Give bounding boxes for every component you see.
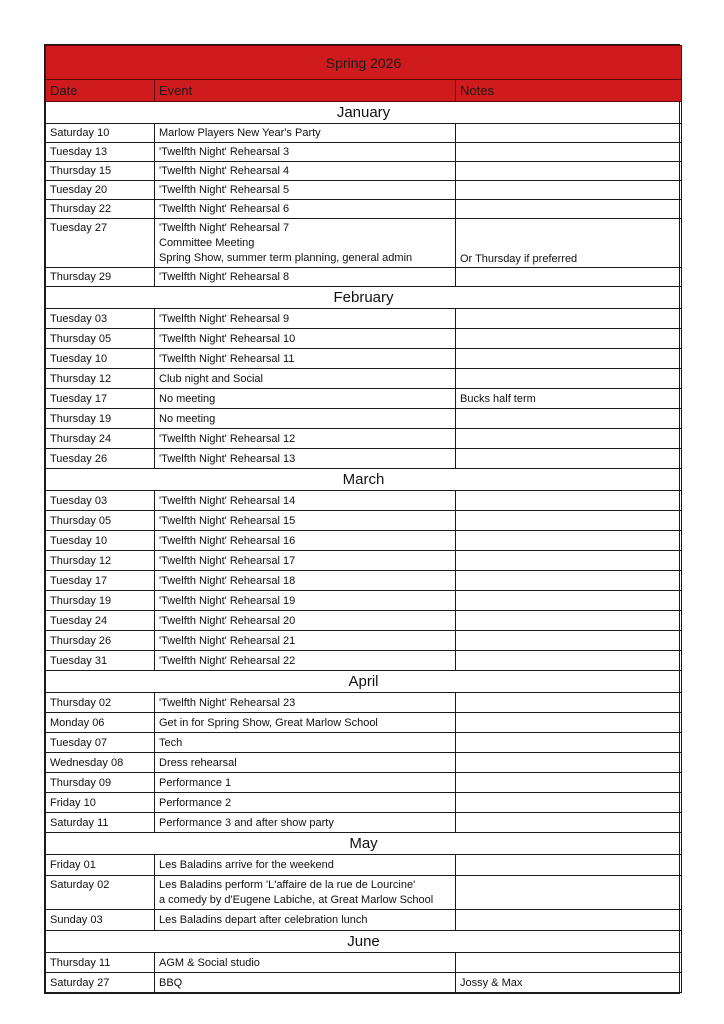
month-label: March (46, 469, 682, 491)
table-row (46, 511, 682, 531)
notes-cell (456, 693, 682, 713)
date-cell: Thursday 29 (46, 268, 155, 287)
event-cell: 'Twelfth Night' Rehearsal 11 (155, 349, 456, 369)
table-row (46, 491, 682, 511)
date-cell: Monday 06 (46, 713, 155, 733)
date-cell: Thursday 19 (46, 409, 155, 429)
month-header-march (46, 469, 682, 491)
notes-cell (456, 611, 682, 631)
date-cell: Thursday 15 (46, 162, 155, 181)
date-cell: Thursday 12 (46, 369, 155, 389)
event-cell: 'Twelfth Night' Rehearsal 21 (155, 631, 456, 651)
event-cell: Dress rehearsal (155, 753, 456, 773)
table-row (46, 773, 682, 793)
notes-cell (456, 713, 682, 733)
date-cell: Tuesday 27 (46, 219, 155, 268)
date-cell: Tuesday 03 (46, 491, 155, 511)
date-cell: Tuesday 17 (46, 571, 155, 591)
notes-cell (456, 200, 682, 219)
month-label: February (46, 287, 682, 309)
table-row (46, 953, 682, 973)
event-cell: Performance 1 (155, 773, 456, 793)
date-cell: Friday 01 (46, 855, 155, 876)
date-cell: Thursday 12 (46, 551, 155, 571)
table-row (46, 631, 682, 651)
date-cell: Thursday 05 (46, 329, 155, 349)
table-row (46, 409, 682, 429)
event-line: Spring Show, summer term planning, general admin (159, 252, 413, 264)
table-row (46, 124, 682, 143)
event-cell: 'Twelfth Night' Rehearsal 22 (155, 651, 456, 671)
event-cell: AGM & Social studio (155, 953, 456, 973)
notes-cell: Or Thursday if preferred (456, 219, 682, 268)
notes-cell (456, 369, 682, 389)
date-cell: Saturday 27 (46, 973, 155, 993)
notes-cell (456, 309, 682, 329)
table-row (46, 813, 682, 833)
notes-cell (456, 876, 682, 910)
table-row (46, 713, 682, 733)
notes-cell (456, 591, 682, 611)
table-row (46, 143, 682, 162)
event-cell: Performance 3 and after show party (155, 813, 456, 833)
date-cell: Thursday 26 (46, 631, 155, 651)
event-cell: 'Twelfth Night' Rehearsal 12 (155, 429, 456, 449)
notes-cell (456, 651, 682, 671)
event-cell: 'Twelfth Night' Rehearsal 15 (155, 511, 456, 531)
table-row (46, 611, 682, 631)
event-cell: 'Twelfth Night' Rehearsal 18 (155, 571, 456, 591)
column-header-event: Event (155, 80, 456, 102)
date-cell: Saturday 10 (46, 124, 155, 143)
table-row (46, 449, 682, 469)
event-cell (155, 876, 456, 910)
month-header-january (46, 102, 682, 124)
notes-cell (456, 773, 682, 793)
month-label: April (46, 671, 682, 693)
date-cell: Thursday 19 (46, 591, 155, 611)
schedule-table (45, 45, 682, 993)
notes-cell (456, 409, 682, 429)
notes-cell (456, 349, 682, 369)
table-row (46, 349, 682, 369)
event-line: Committee Meeting (159, 237, 255, 249)
month-label: May (46, 833, 682, 855)
event-cell: 'Twelfth Night' Rehearsal 20 (155, 611, 456, 631)
notes-cell (456, 551, 682, 571)
table-row (46, 733, 682, 753)
table-row (46, 693, 682, 713)
notes-cell (456, 733, 682, 753)
notes-cell (456, 753, 682, 773)
table-row (46, 910, 682, 931)
month-header-february (46, 287, 682, 309)
event-cell: Les Baladins depart after celebration lunch (155, 910, 456, 931)
date-cell: Thursday 05 (46, 511, 155, 531)
column-header-row (46, 80, 682, 102)
notes-cell (456, 143, 682, 162)
notes-cell (456, 953, 682, 973)
event-cell: 'Twelfth Night' Rehearsal 3 (155, 143, 456, 162)
event-cell: 'Twelfth Night' Rehearsal 16 (155, 531, 456, 551)
table-row (46, 531, 682, 551)
notes-cell (456, 124, 682, 143)
table-row (46, 200, 682, 219)
event-cell: Performance 2 (155, 793, 456, 813)
event-cell: 'Twelfth Night' Rehearsal 9 (155, 309, 456, 329)
date-cell: Thursday 24 (46, 429, 155, 449)
notes-cell (456, 491, 682, 511)
date-cell: Thursday 11 (46, 953, 155, 973)
date-cell: Friday 10 (46, 793, 155, 813)
date-cell: Tuesday 10 (46, 531, 155, 551)
table-row (46, 219, 682, 268)
date-cell: Tuesday 03 (46, 309, 155, 329)
notes-cell (456, 571, 682, 591)
event-cell: No meeting (155, 409, 456, 429)
table-row (46, 876, 682, 910)
table-row (46, 793, 682, 813)
notes-cell (456, 631, 682, 651)
event-cell: 'Twelfth Night' Rehearsal 6 (155, 200, 456, 219)
date-cell: Thursday 02 (46, 693, 155, 713)
event-cell: Tech (155, 733, 456, 753)
date-cell: Tuesday 20 (46, 181, 155, 200)
month-header-april (46, 671, 682, 693)
column-header-date: Date (46, 80, 155, 102)
event-cell: Club night and Social (155, 369, 456, 389)
schedule-sheet (44, 44, 680, 994)
month-header-may (46, 833, 682, 855)
event-cell: 'Twelfth Night' Rehearsal 19 (155, 591, 456, 611)
notes-cell (456, 329, 682, 349)
event-cell: 'Twelfth Night' Rehearsal 14 (155, 491, 456, 511)
date-cell: Thursday 22 (46, 200, 155, 219)
table-row (46, 855, 682, 876)
month-header-june (46, 931, 682, 953)
event-line: 'Twelfth Night' Rehearsal 7 (159, 222, 290, 234)
date-cell: Thursday 09 (46, 773, 155, 793)
table-row (46, 309, 682, 329)
notes-cell (456, 813, 682, 833)
event-cell: 'Twelfth Night' Rehearsal 17 (155, 551, 456, 571)
date-cell: Tuesday 17 (46, 389, 155, 409)
table-row (46, 369, 682, 389)
event-cell: Get in for Spring Show, Great Marlow School (155, 713, 456, 733)
date-cell: Tuesday 31 (46, 651, 155, 671)
month-label: January (46, 102, 682, 124)
event-cell (155, 219, 456, 268)
notes-cell: Jossy & Max (456, 973, 682, 993)
table-row (46, 162, 682, 181)
event-cell: 'Twelfth Night' Rehearsal 4 (155, 162, 456, 181)
table-row (46, 651, 682, 671)
table-row (46, 973, 682, 993)
notes-cell (456, 855, 682, 876)
notes-cell (456, 511, 682, 531)
date-cell: Tuesday 13 (46, 143, 155, 162)
event-cell: BBQ (155, 973, 456, 993)
event-line: a comedy by d'Eugene Labiche, at Great Marlow School (159, 894, 434, 906)
event-line: Les Baladins perform 'L'affaire de la rue de Lourcine' (159, 879, 416, 891)
event-cell: 'Twelfth Night' Rehearsal 13 (155, 449, 456, 469)
table-row (46, 591, 682, 611)
event-cell: 'Twelfth Night' Rehearsal 5 (155, 181, 456, 200)
column-header-notes: Notes (456, 80, 682, 102)
title-row (46, 46, 682, 80)
table-row (46, 753, 682, 773)
table-row (46, 571, 682, 591)
notes-cell (456, 449, 682, 469)
table-row (46, 181, 682, 200)
event-cell: 'Twelfth Night' Rehearsal 8 (155, 268, 456, 287)
page-title: Spring 2026 (46, 46, 682, 80)
notes-cell: Bucks half term (456, 389, 682, 409)
event-cell: 'Twelfth Night' Rehearsal 10 (155, 329, 456, 349)
event-cell: No meeting (155, 389, 456, 409)
month-label: June (46, 931, 682, 953)
date-cell: Tuesday 24 (46, 611, 155, 631)
table-row (46, 551, 682, 571)
date-cell: Tuesday 07 (46, 733, 155, 753)
date-cell: Saturday 02 (46, 876, 155, 910)
table-row (46, 429, 682, 449)
notes-cell (456, 910, 682, 931)
notes-cell (456, 429, 682, 449)
date-cell: Saturday 11 (46, 813, 155, 833)
notes-cell (456, 268, 682, 287)
table-row (46, 389, 682, 409)
notes-cell (456, 181, 682, 200)
event-cell: 'Twelfth Night' Rehearsal 23 (155, 693, 456, 713)
notes-cell (456, 531, 682, 551)
date-cell: Tuesday 10 (46, 349, 155, 369)
event-cell: Les Baladins arrive for the weekend (155, 855, 456, 876)
notes-cell (456, 793, 682, 813)
date-cell: Wednesday 08 (46, 753, 155, 773)
date-cell: Sunday 03 (46, 910, 155, 931)
notes-cell (456, 162, 682, 181)
date-cell: Tuesday 26 (46, 449, 155, 469)
table-row (46, 329, 682, 349)
event-cell: Marlow Players New Year's Party (155, 124, 456, 143)
table-row (46, 268, 682, 287)
